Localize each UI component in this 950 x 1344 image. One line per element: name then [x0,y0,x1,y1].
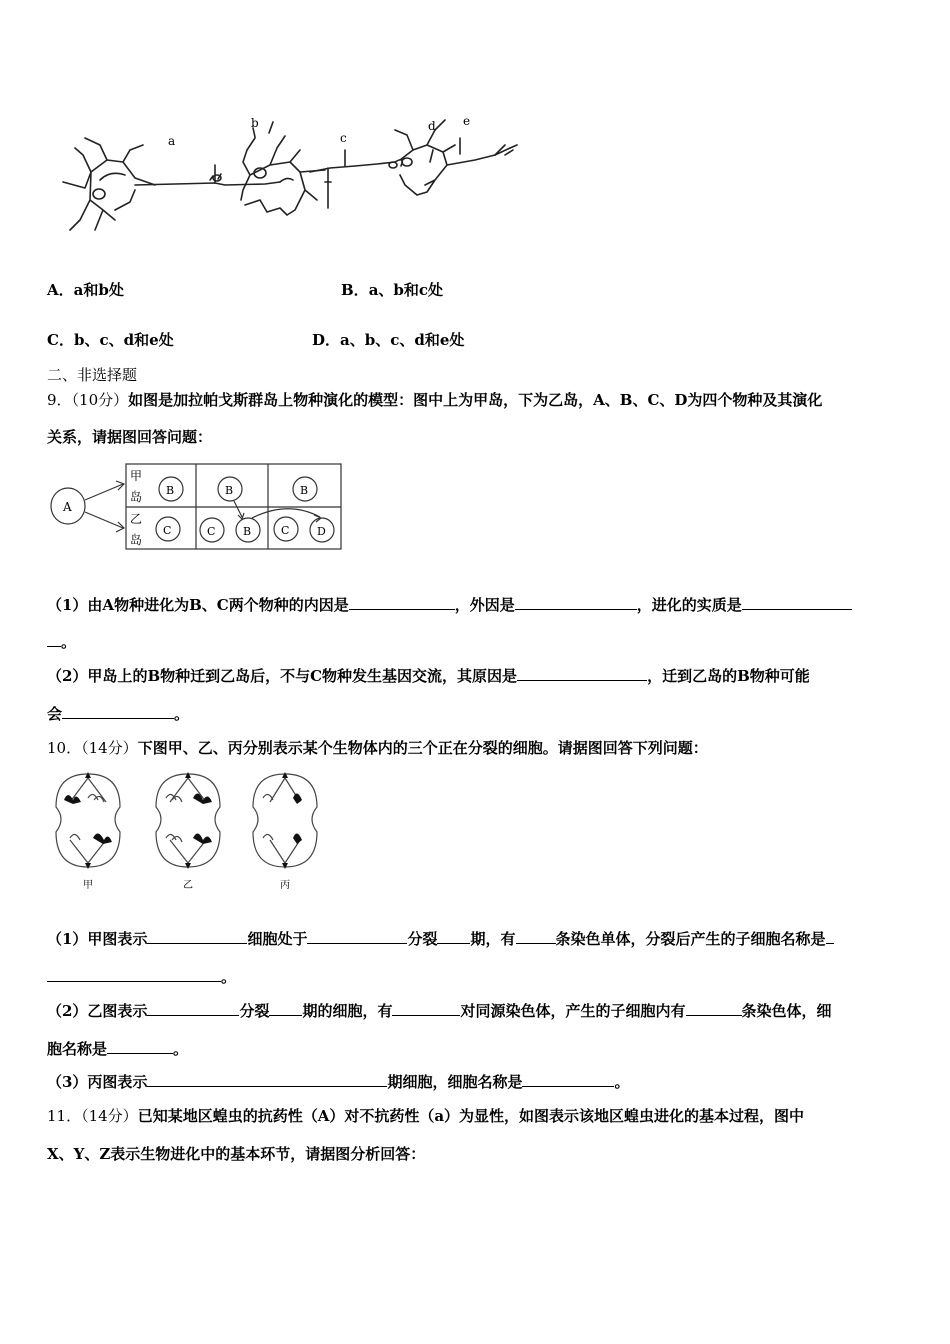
neuron-label-d: d [428,119,436,133]
top-species-2: B [225,484,234,497]
species-a: A [63,500,72,514]
q10-part1: （1）甲图表示 细胞处于 分裂 期，有 条染色单体，分裂后产生的子细胞名称是 [47,928,834,949]
q10-part3: （3）丙图表示 期细胞，细胞名称是 。 [47,1073,630,1091]
q8-option-c: C．b、c、d和e处 [47,331,174,349]
cell-label-jia: 甲 [83,880,93,891]
bottom-species-4: C [281,524,290,537]
q9-part1: （1）由A物种进化为B、C两个物种的内因是 ，外因是 ，进化的实质是 [47,594,852,615]
q9-stem-line2: 关系，请据图回答问题： [47,428,213,446]
q9-part2: （2）甲岛上的B物种迁到乙岛后，不与C物种发生基因交流，其原因是 ，迁到乙岛的B物种可能 [47,667,810,685]
neuron-label-c: c [340,131,347,145]
q8-option-b: B．a、b和c处 [341,281,444,299]
q8-option-a: A．a和b处 [47,281,124,299]
q9-part1-cont: 。 [47,631,76,652]
top-species-3: B [300,484,309,497]
neuron-label-a: a [168,134,176,148]
q11-stem-line2: X、Y、Z表示生物进化中的基本环节，请据图分析回答： [47,1145,426,1163]
q9-part2-cont: 会 。 [47,705,190,723]
top-species-1: B [166,484,175,497]
bottom-species-2: C [207,525,216,538]
cell-label-bing: 丙 [280,880,290,891]
q10-part1-cont: 。 [47,966,236,987]
section-title: 二、非选择题 [47,366,138,384]
q8-option-d: D．a、b、c、d和e处 [312,331,465,349]
q10-stem: 10．（14分）下图甲、乙、丙分别表示某个生物体内的三个正在分裂的细胞。请据图回答下列问题： [47,739,708,757]
q9-stem-line1: 9．（10分）如图是加拉帕戈斯群岛上物种演化的模型：图中上为甲岛，下为乙岛，A、B、C、D为四个物种及其演化 [47,391,823,409]
neuron-label-b: b [251,116,259,130]
cell-label-yi: 乙 [183,880,193,891]
island-top-2: 岛 [130,490,143,504]
q10-part2: （2）乙图表示 分裂 期的细胞，有 对同源染色体，产生的子细胞内有 条染色体，细 [47,1002,832,1020]
bottom-species-5: D [317,525,326,538]
island-top-1: 甲 [130,469,143,483]
neuron-label-e: e [463,114,471,128]
q11-stem-line1: 11．（14分）已知某地区蝗虫的抗药性（A）对不抗药性（a）为显性，如图表示该地区蝗虫进化的基本过程，图中 [47,1107,805,1125]
island-diagram [48,462,348,554]
bottom-species-3: B [243,525,252,538]
island-bottom-2: 岛 [130,533,143,547]
bottom-species-1: C [163,524,172,537]
island-bottom-1: 乙 [130,512,143,526]
cell-division-diagram [48,762,338,892]
q10-part2-cont: 胞名称是 。 [47,1040,189,1058]
neuron-diagram [55,100,520,240]
